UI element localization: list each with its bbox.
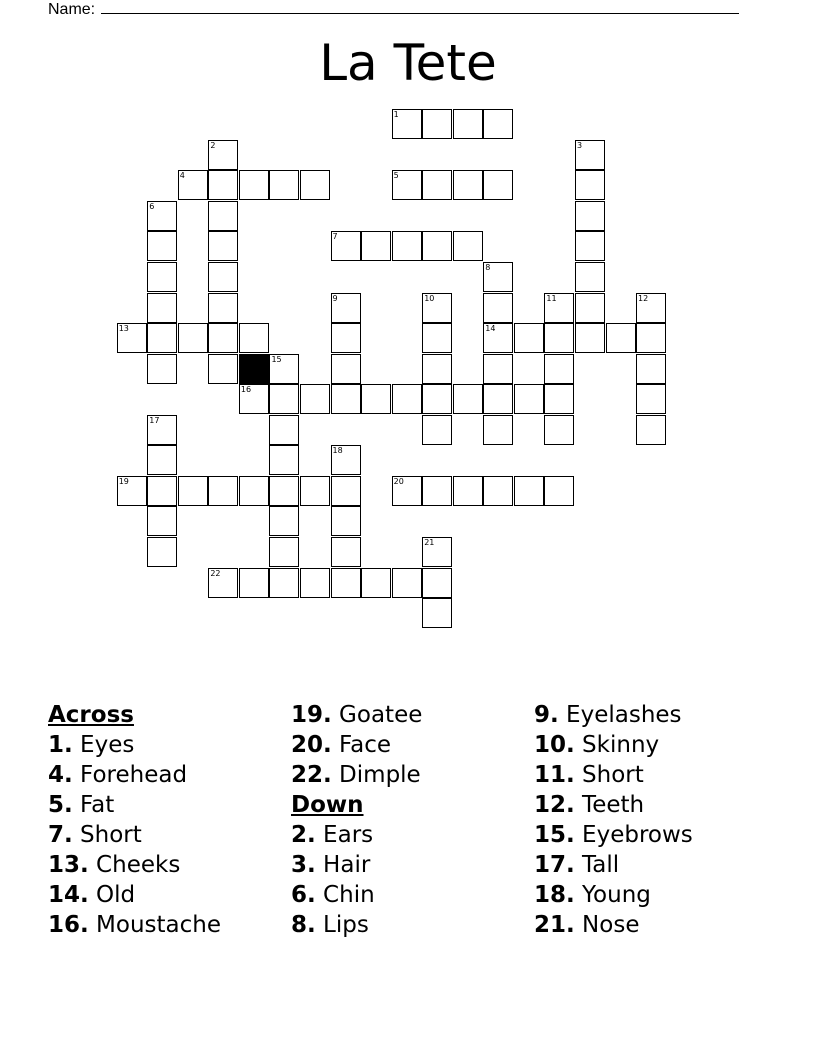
crossword-cell[interactable] bbox=[575, 293, 605, 323]
crossword-cell[interactable] bbox=[392, 109, 422, 139]
crossword-cell[interactable] bbox=[331, 293, 361, 323]
crossword-cell[interactable] bbox=[636, 384, 666, 414]
crossword-cell[interactable] bbox=[331, 476, 361, 506]
clue-column-2 bbox=[291, 700, 422, 940]
cell-number: 5 bbox=[393, 171, 399, 181]
crossword-cell[interactable] bbox=[147, 445, 177, 475]
crossword-cell[interactable] bbox=[575, 140, 605, 170]
crossword-cell[interactable] bbox=[269, 354, 299, 384]
clue-number: 9. bbox=[534, 702, 559, 728]
clue-item bbox=[291, 820, 422, 850]
cell-number: 12 bbox=[638, 293, 649, 303]
crossword-cell[interactable] bbox=[269, 537, 299, 567]
cell-number: 19 bbox=[118, 476, 129, 486]
crossword-cell[interactable] bbox=[422, 598, 452, 628]
crossword-cell[interactable] bbox=[575, 201, 605, 231]
clue-number: 14. bbox=[48, 882, 89, 908]
cell-number: 14 bbox=[485, 324, 496, 334]
cell-number: 4 bbox=[179, 171, 185, 181]
crossword-cell[interactable] bbox=[483, 354, 513, 384]
cell-number: 2 bbox=[210, 140, 216, 150]
crossword-cell[interactable] bbox=[147, 415, 177, 445]
crossword-cell[interactable] bbox=[331, 568, 361, 598]
crossword-cell[interactable] bbox=[239, 170, 269, 200]
crossword-cell[interactable] bbox=[606, 323, 636, 353]
crossword-cell[interactable] bbox=[483, 384, 513, 414]
clue-text: Hair bbox=[315, 852, 371, 878]
page-title: La Tete bbox=[319, 34, 497, 92]
clue-item bbox=[534, 880, 693, 910]
crossword-cell[interactable] bbox=[269, 384, 299, 414]
clue-item bbox=[534, 700, 693, 730]
crossword-cell[interactable] bbox=[361, 568, 391, 598]
cell-number: 22 bbox=[210, 568, 221, 578]
clue-text: Dimple bbox=[331, 762, 421, 788]
clue-text: Tall bbox=[574, 852, 620, 878]
crossword-cell[interactable] bbox=[422, 293, 452, 323]
clue-text: Young bbox=[574, 882, 651, 908]
crossword-cell[interactable] bbox=[208, 476, 238, 506]
cell-number: 3 bbox=[576, 140, 583, 150]
crossword-cell[interactable] bbox=[208, 354, 238, 384]
clue-text: Nose bbox=[574, 912, 640, 938]
cell-number: 6 bbox=[149, 201, 155, 211]
name-label: Name: bbox=[48, 1, 96, 18]
crossword-cell[interactable] bbox=[239, 568, 269, 598]
cell-number: 18 bbox=[332, 446, 343, 456]
crossword-cell[interactable] bbox=[514, 476, 544, 506]
clue-text: Eyes bbox=[72, 732, 135, 758]
crossword-cell[interactable] bbox=[453, 476, 483, 506]
crossword-cell[interactable] bbox=[575, 262, 605, 292]
clue-number: 16. bbox=[48, 912, 89, 938]
clue-item bbox=[291, 700, 422, 730]
crossword-cell[interactable] bbox=[117, 476, 147, 506]
crossword-cell[interactable] bbox=[422, 323, 452, 353]
clue-item bbox=[291, 760, 422, 790]
clue-item bbox=[534, 820, 693, 850]
clue-text: Short bbox=[72, 822, 142, 848]
crossword-cell[interactable] bbox=[147, 354, 177, 384]
clue-number: 8. bbox=[291, 912, 316, 938]
crossword-cell[interactable] bbox=[239, 476, 269, 506]
crossword-cell[interactable] bbox=[422, 354, 452, 384]
crossword-cell[interactable] bbox=[331, 537, 361, 567]
clue-item bbox=[534, 790, 693, 820]
cell-number: 9 bbox=[332, 293, 338, 303]
crossword-cell[interactable] bbox=[544, 415, 574, 445]
clue-number: 7. bbox=[48, 822, 73, 848]
clue-item bbox=[534, 730, 693, 760]
crossword-cell[interactable] bbox=[636, 293, 666, 323]
crossword-cell[interactable] bbox=[331, 354, 361, 384]
clue-item bbox=[48, 820, 221, 850]
clue-text: Fat bbox=[72, 792, 115, 818]
crossword-cell[interactable] bbox=[300, 170, 330, 200]
down-heading: Down bbox=[291, 792, 364, 818]
clue-item bbox=[48, 880, 221, 910]
clue-item bbox=[291, 910, 422, 940]
clue-text: Chin bbox=[315, 882, 375, 908]
crossword-cell[interactable] bbox=[361, 231, 391, 261]
clue-text: Cheeks bbox=[88, 852, 181, 878]
crossword-cell[interactable] bbox=[422, 231, 452, 261]
crossword-cell[interactable] bbox=[392, 384, 422, 414]
crossword-cell[interactable] bbox=[208, 323, 238, 353]
clue-number: 21. bbox=[534, 912, 575, 938]
crossword-cell[interactable] bbox=[575, 323, 605, 353]
crossword-cell[interactable] bbox=[331, 231, 361, 261]
clue-text: Eyelashes bbox=[558, 702, 682, 728]
clue-item bbox=[291, 730, 422, 760]
cell-number: 8 bbox=[485, 263, 491, 272]
crossword-cell[interactable] bbox=[392, 170, 422, 200]
crossword-cell[interactable] bbox=[544, 384, 574, 414]
clue-text: Ears bbox=[315, 822, 374, 848]
cell-number: 20 bbox=[393, 476, 404, 486]
across-heading: Across bbox=[48, 702, 134, 728]
clue-item bbox=[48, 790, 221, 820]
crossword-cell[interactable] bbox=[239, 323, 269, 353]
clue-item bbox=[48, 730, 221, 760]
clue-number: 3. bbox=[291, 852, 316, 878]
crossword-cell[interactable] bbox=[483, 262, 513, 292]
crossword-cell[interactable] bbox=[331, 506, 361, 536]
clue-number: 2. bbox=[291, 822, 316, 848]
clue-item bbox=[48, 910, 221, 940]
cell-number: 13 bbox=[118, 324, 129, 334]
crossword-cell[interactable] bbox=[269, 476, 299, 506]
crossword-cell[interactable] bbox=[422, 568, 452, 598]
crossword-cell[interactable] bbox=[269, 445, 299, 475]
crossword-cell[interactable] bbox=[147, 537, 177, 567]
clue-text: Moustache bbox=[88, 912, 222, 938]
crossword-cell[interactable] bbox=[422, 170, 452, 200]
crossword-cell[interactable] bbox=[178, 476, 208, 506]
crossword-cell[interactable] bbox=[208, 231, 238, 261]
crossword-cell[interactable] bbox=[300, 384, 330, 414]
crossword-cell[interactable] bbox=[269, 415, 299, 445]
crossword-cell[interactable] bbox=[147, 201, 177, 231]
cell-number: 16 bbox=[240, 385, 252, 395]
crossword-cell[interactable] bbox=[300, 476, 330, 506]
crossword-cell[interactable] bbox=[483, 293, 513, 323]
crossword-cell[interactable] bbox=[178, 170, 208, 200]
crossword-cell[interactable] bbox=[392, 568, 422, 598]
crossword-cell[interactable] bbox=[331, 384, 361, 414]
clue-item bbox=[534, 910, 693, 940]
crossword-cell[interactable] bbox=[269, 170, 299, 200]
crossword-cell[interactable] bbox=[239, 384, 269, 414]
crossword-cell[interactable] bbox=[208, 568, 238, 598]
black-square bbox=[239, 354, 269, 384]
crossword-cell[interactable] bbox=[575, 170, 605, 200]
clue-text: Old bbox=[88, 882, 136, 908]
crossword-cell[interactable] bbox=[147, 506, 177, 536]
clue-text: Teeth bbox=[574, 792, 645, 818]
crossword-cell[interactable] bbox=[514, 323, 544, 353]
clue-number: 10. bbox=[534, 732, 575, 758]
cell-number: 1 bbox=[393, 110, 399, 120]
crossword-cell[interactable] bbox=[422, 109, 452, 139]
clue-number: 4. bbox=[48, 762, 73, 788]
crossword-cell[interactable] bbox=[453, 231, 483, 261]
clue-number: 19. bbox=[291, 702, 332, 728]
clue-text: Eyebrows bbox=[574, 822, 693, 848]
crossword-cell[interactable] bbox=[483, 109, 513, 139]
crossword-cell[interactable] bbox=[575, 231, 605, 261]
crossword-cell[interactable] bbox=[269, 568, 299, 598]
crossword-cell[interactable] bbox=[147, 476, 177, 506]
clue-item bbox=[291, 850, 422, 880]
crossword-cell[interactable] bbox=[453, 170, 483, 200]
cell-number: 15 bbox=[271, 354, 282, 364]
crossword-cell[interactable] bbox=[544, 293, 574, 323]
clue-column-1 bbox=[48, 700, 221, 940]
crossword-cell[interactable] bbox=[422, 476, 452, 506]
crossword-cell[interactable] bbox=[331, 445, 361, 475]
clue-item bbox=[48, 760, 221, 790]
clue-number: 5. bbox=[48, 792, 73, 818]
clue-number: 12. bbox=[534, 792, 575, 818]
crossword-cell[interactable] bbox=[422, 537, 452, 567]
clue-number: 20. bbox=[291, 732, 332, 758]
crossword-cell[interactable] bbox=[300, 568, 330, 598]
crossword-cell[interactable] bbox=[453, 384, 483, 414]
crossword-cell[interactable] bbox=[392, 476, 422, 506]
crossword-cell[interactable] bbox=[361, 384, 391, 414]
crossword-cell[interactable] bbox=[514, 384, 544, 414]
crossword-cell[interactable] bbox=[208, 170, 238, 200]
clue-number: 6. bbox=[291, 882, 316, 908]
cell-number: 7 bbox=[332, 232, 338, 242]
cell-number: 11 bbox=[546, 293, 557, 303]
clue-text: Skinny bbox=[574, 732, 660, 758]
crossword-cell[interactable] bbox=[178, 323, 208, 353]
crossword-cell[interactable] bbox=[147, 323, 177, 353]
clue-item bbox=[291, 880, 422, 910]
crossword-cell[interactable] bbox=[636, 354, 666, 384]
crossword-cell[interactable] bbox=[392, 231, 422, 261]
crossword-cell[interactable] bbox=[147, 231, 177, 261]
crossword-cell[interactable] bbox=[544, 323, 574, 353]
clue-item bbox=[534, 760, 693, 790]
crossword-cell[interactable] bbox=[483, 415, 513, 445]
crossword-cell[interactable] bbox=[208, 140, 238, 170]
clue-column-3 bbox=[534, 700, 693, 940]
crossword-cell[interactable] bbox=[208, 201, 238, 231]
clue-text: Lips bbox=[315, 912, 369, 938]
crossword-cell[interactable] bbox=[422, 415, 452, 445]
crossword-cell[interactable] bbox=[453, 109, 483, 139]
cell-number: 17 bbox=[149, 415, 160, 425]
cell-number: 10 bbox=[424, 293, 435, 303]
crossword-cell[interactable] bbox=[147, 262, 177, 292]
crossword-cell[interactable] bbox=[636, 415, 666, 445]
clue-text: Goatee bbox=[331, 702, 423, 728]
crossword-cell[interactable] bbox=[147, 293, 177, 323]
clue-text: Face bbox=[331, 732, 392, 758]
crossword-cell[interactable] bbox=[422, 384, 452, 414]
crossword-cell[interactable] bbox=[269, 506, 299, 536]
clue-number: 11. bbox=[534, 762, 575, 788]
cell-number: 21 bbox=[424, 537, 435, 547]
clue-number: 15. bbox=[534, 822, 575, 848]
clue-text: Short bbox=[574, 762, 644, 788]
clue-number: 18. bbox=[534, 882, 575, 908]
clue-number: 17. bbox=[534, 852, 575, 878]
crossword-cell[interactable] bbox=[331, 323, 361, 353]
clue-item bbox=[534, 850, 693, 880]
crossword-cell[interactable] bbox=[544, 476, 574, 506]
crossword-cell[interactable] bbox=[483, 476, 513, 506]
crossword-cell[interactable] bbox=[483, 323, 513, 353]
crossword-cell[interactable] bbox=[117, 323, 147, 353]
clue-number: 13. bbox=[48, 852, 89, 878]
clue-item bbox=[48, 850, 221, 880]
clue-text: Forehead bbox=[72, 762, 188, 788]
crossword-cell[interactable] bbox=[208, 262, 238, 292]
clue-number: 1. bbox=[48, 732, 73, 758]
crossword-cell[interactable] bbox=[636, 323, 666, 353]
crossword-cell[interactable] bbox=[483, 170, 513, 200]
clue-number: 22. bbox=[291, 762, 332, 788]
crossword-cell[interactable] bbox=[544, 354, 574, 384]
crossword-cell[interactable] bbox=[208, 293, 238, 323]
